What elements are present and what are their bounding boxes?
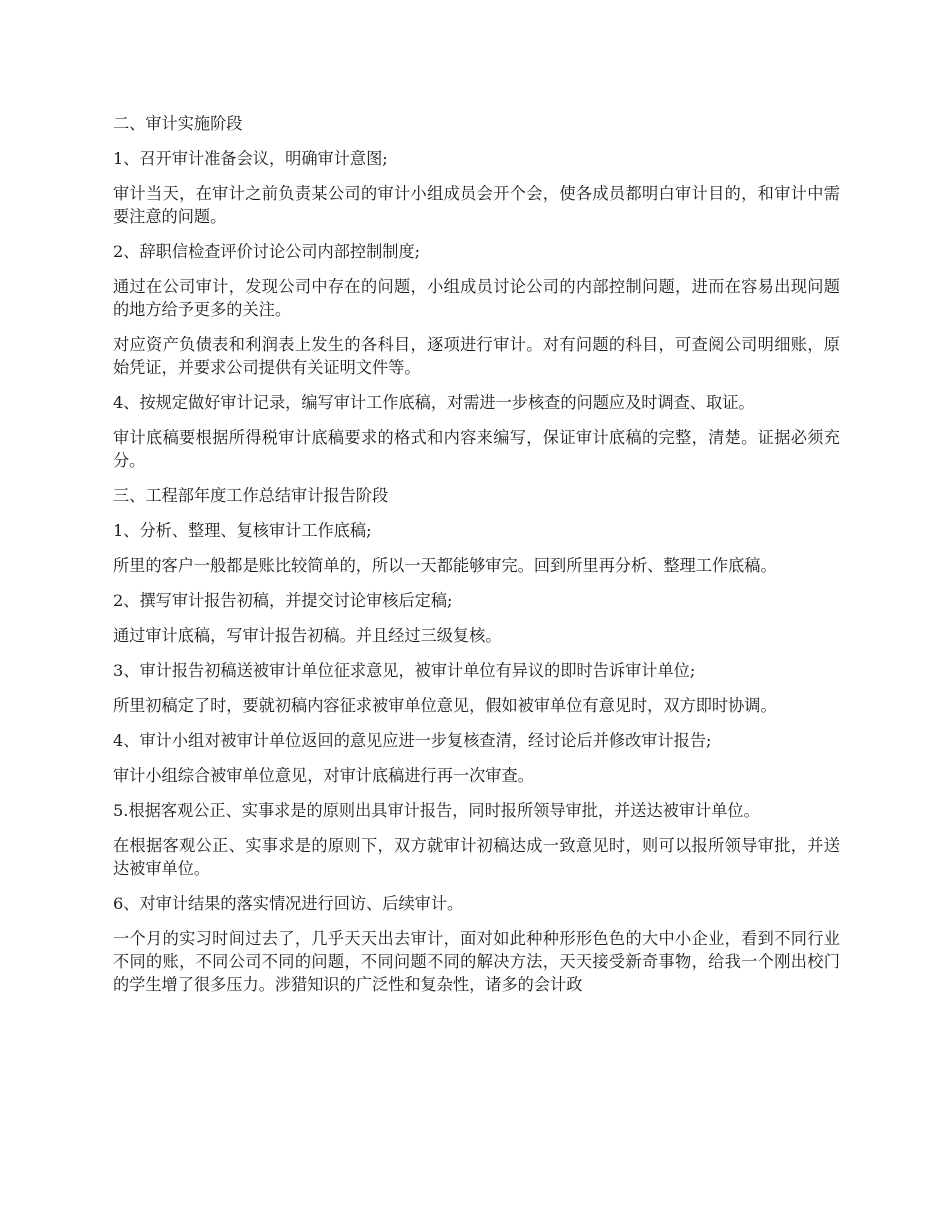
report-step-6-heading: 6、对审计结果的落实情况进行回访、后续审计。 <box>113 894 464 913</box>
report-step-4-heading: 4、审计小组对被审计单位返回的意见应进一步复核查清，经讨论后并修改审计报告; <box>113 731 712 750</box>
step-2-heading: 2、辞职信检查评价讨论公司内部控制制度; <box>113 242 421 261</box>
step-4-heading: 4、按规定做好审计记录，编写审计工作底稿，对需进一步核查的问题应及时调查、取证。 <box>113 393 755 412</box>
step-1-heading: 1、召开审计准备会议，明确审计意图; <box>113 149 388 168</box>
report-step-5-heading: 5.根据客观公正、实事求是的原则出具审计报告，同时报所领导审批，并送达被审计单位。 <box>113 801 760 820</box>
step-2-body: 通过在公司审计，发现公司中存在的问题，小组成员讨论公司的内部控制问题，进而在容易出现问题的地方给予更多的关注。 <box>113 277 840 319</box>
step-3-body: 对应资产负债表和利润表上发生的各科目，逐项进行审计。对有问题的科目，可查阅公司明细账，原始凭证，并要求公司提供有关证明文件等。 <box>113 335 840 377</box>
report-step-4-body: 审计小组综合被审单位意见，对审计底稿进行再一次审查。 <box>113 766 534 785</box>
report-step-1-body: 所里的客户一般都是账比较简单的，所以一天都能够审完。回到所里再分析、整理工作底稿。 <box>113 556 777 575</box>
section-heading-implementation: 二、审计实施阶段 <box>113 114 243 133</box>
report-step-2-heading: 2、撰写审计报告初稿，并提交讨论审核后定稿; <box>113 591 453 610</box>
step-1-body: 审计当天，在审计之前负责某公司的审计小组成员会开个会，使各成员都明白审计目的，和审计中需要注意的问题。 <box>113 184 840 226</box>
report-step-2-body: 通过审计底稿，写审计报告初稿。并且经过三级复核。 <box>113 626 502 645</box>
report-step-5-body: 在根据客观公正、实事求是的原则下，双方就审计初稿达成一致意见时，则可以报所领导审批，并送达被审单位。 <box>113 836 840 878</box>
report-step-3-heading: 3、审计报告初稿送被审计单位征求意见，被审计单位有异议的即时告诉审计单位; <box>113 661 696 680</box>
report-step-1-heading: 1、分析、整理、复核审计工作底稿; <box>113 521 372 540</box>
step-4-body: 审计底稿要根据所得税审计底稿要求的格式和内容来编写，保证审计底稿的完整，清楚。证据必须充分。 <box>113 428 840 470</box>
reflection-paragraph: 一个月的实习时间过去了，几乎天天出去审计，面对如此种种形形色色的大中小企业，看到不同行业不同的账，不同公司不同的问题，不同问题不同的解决方法，天天接受新奇事物，给我一个刚出校门的学生增了很多压力。涉猎知识的广泛性和复杂性，诸多的会计政 <box>113 929 840 994</box>
report-step-3-body: 所里初稿定了时，要就初稿内容征求被审单位意见，假如被审单位有意见时，双方即时协调。 <box>113 696 777 715</box>
section-heading-report: 三、工程部年度工作总结审计报告阶段 <box>113 486 389 505</box>
